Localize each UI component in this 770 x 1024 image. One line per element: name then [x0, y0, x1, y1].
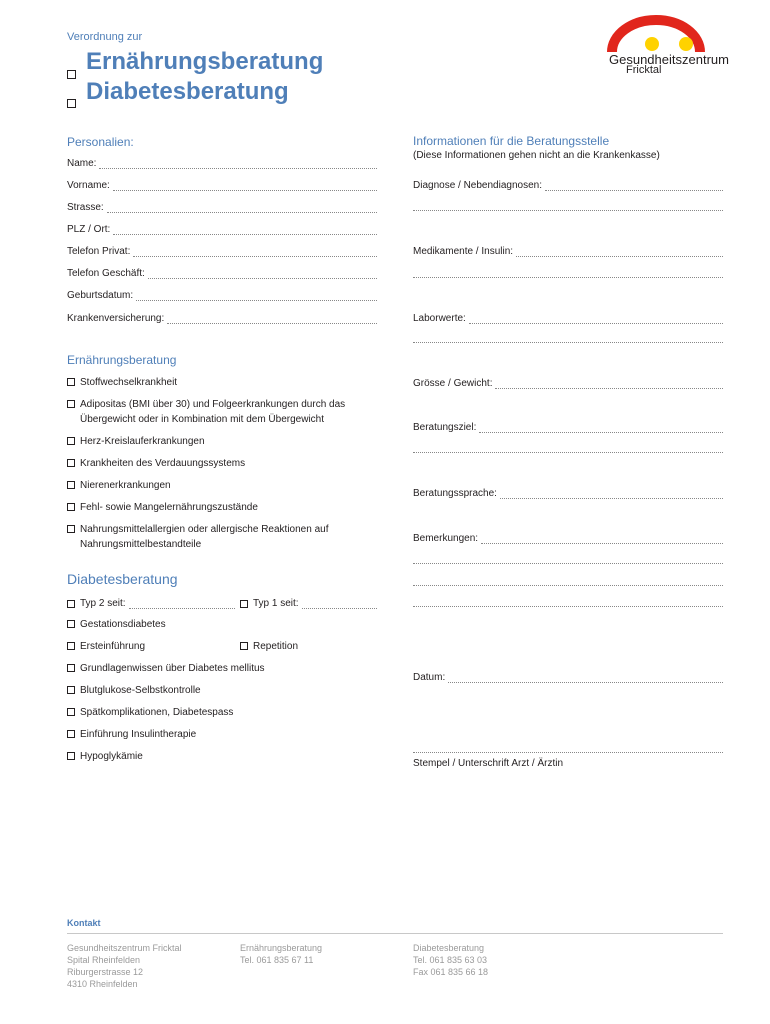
check-typ1[interactable]	[240, 595, 377, 609]
logo-dot-2	[679, 37, 693, 51]
title-diabetesberatung: Diabetesberatung	[86, 78, 289, 105]
contact-heading: Kontakt	[67, 918, 101, 928]
contact-col-1	[67, 942, 182, 990]
diagnose-field[interactable]	[413, 177, 723, 191]
plz-ort-field[interactable]	[67, 221, 377, 235]
check-grundlagenwissen[interactable]	[67, 661, 265, 676]
contact-ernaehrung-title: Ernährungsberatung	[240, 943, 323, 953]
plz-ort-label: PLZ / Ort:	[67, 224, 111, 235]
check-adipositas[interactable]	[67, 397, 345, 412]
krankenversicherung-label: Krankenversicherung:	[67, 313, 165, 324]
beratungsziel-field[interactable]	[413, 419, 723, 433]
ernaehrung-heading: Ernährungsberatung	[67, 353, 177, 367]
bemerkungen-line-4[interactable]	[413, 606, 723, 607]
name-field[interactable]	[67, 155, 377, 169]
beratungssprache-field[interactable]	[413, 485, 723, 499]
allergien-label-line-2: Nahrungsmittelbestandteile	[80, 539, 202, 550]
stempel-line[interactable]	[413, 752, 723, 753]
hypoglykaemie-label: Hypoglykämie	[80, 751, 143, 762]
check-verdauung[interactable]	[67, 456, 245, 471]
contact-diabetes-tel[interactable]: Tel. 061 835 63 03	[413, 955, 488, 965]
contact-col-2	[240, 942, 322, 966]
check-gestationsdiabetes[interactable]	[67, 617, 166, 632]
vorname-field[interactable]	[67, 177, 377, 191]
bemerkungen-line-2[interactable]	[413, 563, 723, 564]
beratungssprache-label: Beratungssprache:	[413, 488, 497, 499]
telefon-privat-label: Telefon Privat:	[67, 246, 131, 257]
laborwerte-field[interactable]	[413, 310, 723, 324]
checkbox-ernaehrungsberatung[interactable]	[67, 66, 76, 84]
contact-col-3	[413, 942, 488, 978]
diabetes-heading: Diabetesberatung	[67, 571, 178, 587]
name-label: Name:	[67, 158, 97, 169]
insulintherapie-label: Einführung Insulintherapie	[80, 729, 197, 740]
gestation-label: Gestationsdiabetes	[80, 619, 166, 630]
check-stoffwechsel[interactable]	[67, 375, 177, 390]
datum-field[interactable]	[413, 669, 723, 683]
datum-label: Datum:	[413, 672, 446, 683]
bemerkungen-label: Bemerkungen:	[413, 533, 479, 544]
groesse-gewicht-field[interactable]	[413, 375, 723, 389]
check-blutglukose[interactable]	[67, 683, 201, 698]
typ2-label: Typ 2 seit:	[80, 598, 126, 609]
strasse-field[interactable]	[67, 199, 377, 213]
beratungsziel-line-2[interactable]	[413, 452, 723, 453]
laborwerte-line-2[interactable]	[413, 342, 723, 343]
vorname-label: Vorname:	[67, 180, 110, 191]
ersteinfuehrung-label: Ersteinführung	[80, 641, 146, 652]
medikamente-field[interactable]	[413, 243, 723, 257]
contact-diabetes-title: Diabetesberatung	[413, 943, 485, 953]
medikamente-label: Medikamente / Insulin:	[413, 246, 514, 257]
typ1-label: Typ 1 seit:	[253, 598, 299, 609]
bemerkungen-field[interactable]	[413, 530, 723, 544]
info-note: (Diese Informationen gehen nicht an die Krankenkasse)	[413, 150, 660, 161]
contact-diabetes-fax: Fax 061 835 66 18	[413, 967, 489, 977]
repetition-label: Repetition	[253, 641, 299, 652]
logo-sub: Fricktal	[626, 64, 662, 76]
check-typ2[interactable]	[67, 595, 235, 609]
grundlagenwissen-label: Grundlagenwissen über Diabetes mellitus	[80, 663, 265, 674]
check-ersteinfuehrung[interactable]	[67, 639, 145, 654]
telefon-privat-field[interactable]	[67, 243, 377, 257]
logo-mark	[604, 14, 714, 56]
check-herz-kreislauf[interactable]	[67, 434, 205, 449]
check-repetition[interactable]	[240, 639, 298, 654]
niere-label: Nierenerkrankungen	[80, 480, 171, 491]
check-insulintherapie[interactable]	[67, 727, 196, 742]
personalien-heading: Personalien:	[67, 135, 134, 149]
logo-dot-1	[645, 37, 659, 51]
allergien-label: Nahrungsmittelallergien oder allergische Reaktionen auf	[80, 524, 329, 535]
logo-name: Gesundheitszentrum	[609, 52, 729, 67]
geburtsdatum-field[interactable]	[67, 287, 377, 301]
spaetkomplikationen-label: Spätkomplikationen, Diabetespass	[80, 707, 234, 718]
strasse-label: Strasse:	[67, 202, 104, 213]
contact-divider	[67, 933, 723, 934]
krankenversicherung-field[interactable]	[67, 310, 377, 324]
title-ernaehrungsberatung: Ernährungsberatung	[86, 48, 324, 75]
stempel-label: Stempel / Unterschrift Arzt / Ärztin	[413, 758, 564, 769]
stoffwechsel-label: Stoffwechselkrankheit	[80, 377, 178, 388]
contact-street: Riburgerstrasse 12	[67, 967, 144, 977]
adipositas-label: Adipositas (BMI über 30) und Folgeerkrankungen durch das	[80, 399, 346, 410]
contact-org: Gesundheitszentrum Fricktal	[67, 943, 182, 953]
verdauung-label: Krankheiten des Verdauungssystems	[80, 458, 246, 469]
mangelernaehrung-label: Fehl- sowie Mangelernährungszustände	[80, 502, 258, 513]
diagnose-label: Diagnose / Nebendiagnosen:	[413, 180, 542, 191]
medikamente-line-2[interactable]	[413, 277, 723, 278]
telefon-geschaeft-field[interactable]	[67, 265, 377, 279]
form-kicker: Verordnung zur	[67, 31, 143, 43]
info-heading: Informationen für die Beratungsstelle	[413, 134, 610, 148]
telefon-geschaeft-label: Telefon Geschäft:	[67, 268, 145, 279]
beratungsziel-label: Beratungsziel:	[413, 422, 477, 433]
groesse-label: Grösse / Gewicht:	[413, 378, 493, 389]
checkbox-diabetesberatung[interactable]	[67, 95, 76, 113]
check-mangelernaehrung[interactable]	[67, 500, 258, 515]
contact-hospital: Spital Rheinfelden	[67, 955, 141, 965]
laborwerte-label: Laborwerte:	[413, 313, 466, 324]
contact-ernaehrung-tel[interactable]: Tel. 061 835 67 11	[240, 955, 314, 965]
check-hypoglykaemie[interactable]	[67, 749, 143, 764]
blutglukose-label: Blutglukose-Selbstkontrolle	[80, 685, 201, 696]
herz-kreislauf-label: Herz-Kreislauferkrankungen	[80, 436, 205, 447]
check-niere[interactable]	[67, 478, 171, 493]
adipositas-label-line-2: Übergewicht oder in Kombination mit dem Übergewicht	[80, 414, 325, 425]
geburtsdatum-label: Geburtsdatum:	[67, 290, 134, 301]
check-allergien[interactable]	[67, 522, 328, 537]
bemerkungen-line-3[interactable]	[413, 585, 723, 586]
check-spaetkomplikationen[interactable]	[67, 705, 233, 720]
diagnose-line-2[interactable]	[413, 210, 723, 211]
contact-city: 4310 Rheinfelden	[67, 979, 138, 989]
